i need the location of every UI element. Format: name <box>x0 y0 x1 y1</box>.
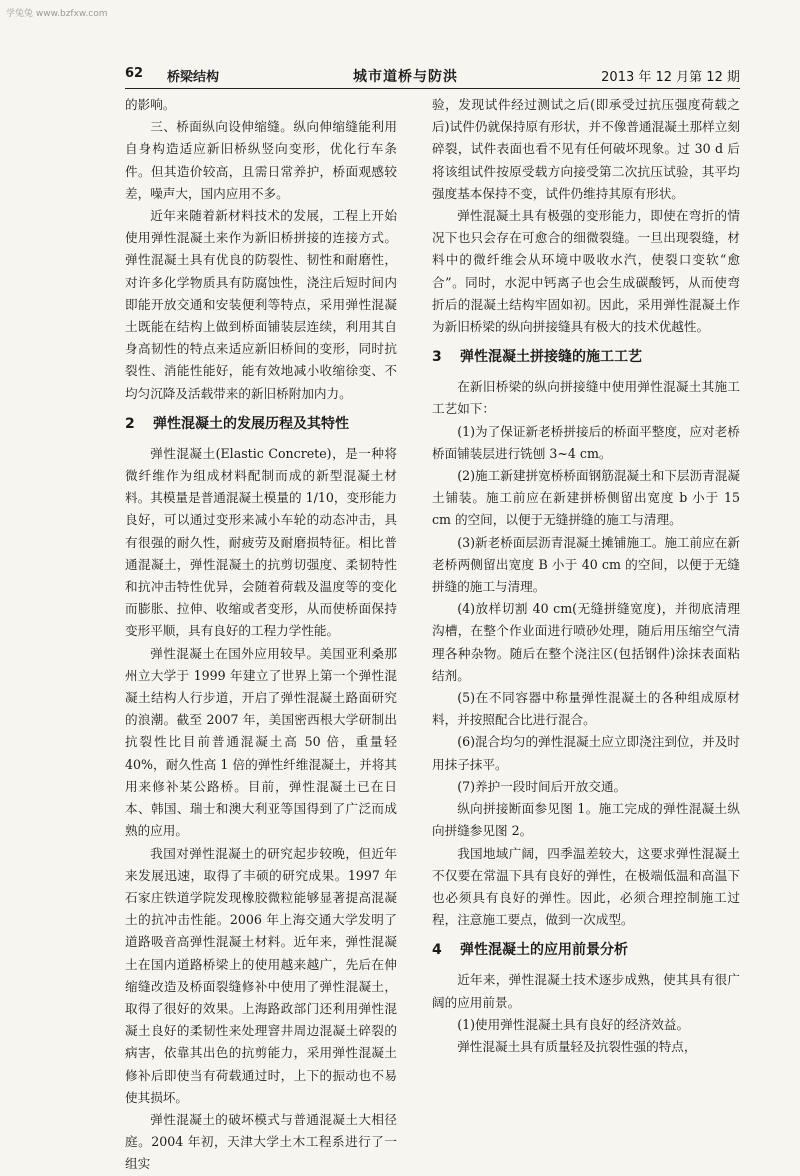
step-3: (3)新老桥面层沥青混凝土摊铺施工。施工前应在新老桥两侧留出宽度 B 小于 40 cm 的空间，以便于无缝拼缝的施工与清理。 <box>432 534 740 595</box>
journal-title: 城市道桥与防洪 <box>353 69 458 85</box>
page-header <box>125 64 740 89</box>
step-4: (4)放样切割 40 cm(无缝拼缝宽度)，并彻底清理沟槽，在整个作业面进行喷砂处理，随后用压缩空气清理各种杂物。随后在整个浇注区(包括钢件)涂抹表面粘结剂。 <box>432 601 740 683</box>
step-2: (2)施工新建拼宽桥桥面钢筋混凝土和下层沥青混凝土铺装。施工前应在新建拼桥侧留出宽度 b 小于 15 cm 的空间，以便于无缝拼缝的施工与清理。 <box>432 468 740 528</box>
issue-info: 2013 年 12 月第 12 期 <box>601 70 740 85</box>
paragraph: 弹性混凝土的破坏模式与普通混凝土大相径庭。2004 年初，天津大学土木工程系进行了一组实 <box>125 1111 397 1172</box>
heading-text: 弹性混凝土的发展历程及其特性 <box>153 415 349 432</box>
paragraph: 三、桥面纵向设伸缩缝。纵向伸缩缝能利用自身构造适应新旧桥纵竖向变形，优化行车条件。但其造价较高，且需日常养护，桥面观感较差，噪声大，国内应用不多。 <box>125 119 397 201</box>
left-column <box>125 94 397 1176</box>
heading-text: 弹性混凝土拼接缝的施工工艺 <box>460 349 642 366</box>
paragraph: 弹性混凝土在国外应用较早。美国亚利桑那州立大学于 1999 年建立了世界上第一个弹性混凝土结构人行步道，开启了弹性混凝土路面研究的浪潮。截至 2007 年，美国密西根大学研制出抗裂性比目前普通混凝土高 50 倍，重量轻 40%，耐久性高 1 倍的弹性纤维混凝土，并将其用来修补某公路桥。目前，弹性混凝土已在日本、韩国、瑞士和澳大利亚等国得到了广泛而成熟的应用。 <box>125 645 397 839</box>
right-column <box>432 94 740 1058</box>
heading-number: 3 <box>432 349 442 366</box>
paragraph: 弹性混凝土具有质量轻及抗裂性强的特点， <box>457 1038 697 1054</box>
paragraph: 纵向拼接断面参见图 1。施工完成的弹性混凝土纵向拼缝参见图 2。 <box>432 801 740 839</box>
watermark: 学兔兔 www.bzfxw.com <box>6 9 108 19</box>
section-heading-3 <box>432 346 740 368</box>
paragraph: 验，发现试件经过测试之后(即承受过抗压强度荷载之后)试件仍就保持原有形状，并不像普通混凝土那样立刻碎裂，试件表面也看不见有任何破坏现象。过 30 d 后将该组试件按原受载方向接受第二次抗压试验，其平均强度基本保持不变，试件仍维持其原有形状。 <box>432 97 740 201</box>
step-1: (1)为了保证新老桥拼接后的桥面平整度，应对老桥桥面铺装层进行铣刨 3~4 cm。 <box>432 423 740 461</box>
step-5: (5)在不同容器中称量弹性混凝土的各种组成原材料，并按照配合比进行混合。 <box>432 690 740 728</box>
step-7: (7)养护一段时间后开放交通。 <box>457 778 627 794</box>
paragraph: 在新旧桥梁的纵向拼接缝中使用弹性混凝土其施工工艺如下： <box>432 379 740 417</box>
section-heading-2 <box>125 413 397 435</box>
heading-number: 2 <box>125 415 135 432</box>
page-number: 62 <box>125 66 144 81</box>
section-heading-4 <box>432 939 740 961</box>
step-6: (6)混合均匀的弹性混凝土应立即浇注到位，并及时用抹子抹平。 <box>432 734 740 772</box>
section-name: 桥梁结构 <box>167 70 220 85</box>
paragraph: 我国对弹性混凝土的研究起步较晚，但近年来发展迅速，取得了丰硕的研究成果。1997 年石家庄铁道学院发现橡胶微粒能够显著提高混凝土的抗冲击性能。2006 年上海交通大学发明了道路吸音高弹性混凝土材料。近年来，弹性混凝土在国内道路桥梁上的使用越来越广，先后在伸缩缝改造及桥面裂缝修补中使用了弹性混凝土，取得了很好的效果。上海路政部门还利用弹性混凝土良好的柔韧性来处理窨井周边混凝土碎裂的病害，依靠其出色的抗剪能力，采用弹性混凝土修补后即使当有荷载通过时，上下的振动也不易使其损坏。 <box>125 845 397 1105</box>
paragraph: 弹性混凝土(Elastic Concrete)，是一种将微纤维作为组成材料配制而成的新型混凝土材料。其模量是普通混凝土模量的 1/10，变形能力良好，可以通过变形来减小车轮的动态冲击，具有很强的耐久性，耐疲劳及耐磨损特征。相比普通混凝土，弹性混凝土的抗剪切强度、柔韧特性和抗冲击特性优异，会随着荷载及温度等的变化而膨胀、拉伸、收缩或者变形，从而使桥面保持变形平顺，具有良好的工程力学性能。 <box>125 445 397 639</box>
heading-number: 4 <box>432 942 442 959</box>
paragraph: 近年来随着新材料技术的发展，工程上开始使用弹性混凝土来作为新旧桥拼接的连接方式。弹性混凝土具有优良的防裂性、韧性和耐磨性，对许多化学物质具有防腐蚀性，浇注后短时间内即能开放交通和安装便利等特点，采用弹性混凝土既能在结构上做到桥面铺装层连续，利用其自身高韧性的特点来适应新旧桥间的变形，同时抗裂性、消能性能好，能有效地减小收缩徐变、不均匀沉降及活载带来的新旧桥附加内力。 <box>125 208 397 401</box>
paragraph: 近年来，弹性混凝土技术逐步成熟，使其具有很广阔的应用前景。 <box>432 972 740 1010</box>
paragraph: 的影响。 <box>125 97 176 112</box>
heading-text: 弹性混凝土的应用前景分析 <box>460 942 628 959</box>
paragraph: 我国地域广阔，四季温差较大，这要求弹性混凝土不仅要在常温下具有良好的弹性，在极端低温和高温下也必须具有良好的弹性。因此，必须合理控制施工过程，注意施工要点，做到一次成型。 <box>432 845 740 928</box>
paragraph: 弹性混凝土具有极强的变形能力，即使在弯折的情况下也只会存在可愈合的细微裂缝。一旦出现裂缝，材料中的微纤维会从环境中吸收水汽，使裂口变软“愈合”。同时，水泥中钙离子也会生成碳酸钙，从而使弯折后的混凝土结构牢固如初。因此，采用弹性混凝土作为新旧桥梁的纵向拼接缝具有极大的技术优越性。 <box>432 208 740 335</box>
paragraph: (1)使用弹性混凝土具有良好的经济效益。 <box>457 1016 690 1032</box>
